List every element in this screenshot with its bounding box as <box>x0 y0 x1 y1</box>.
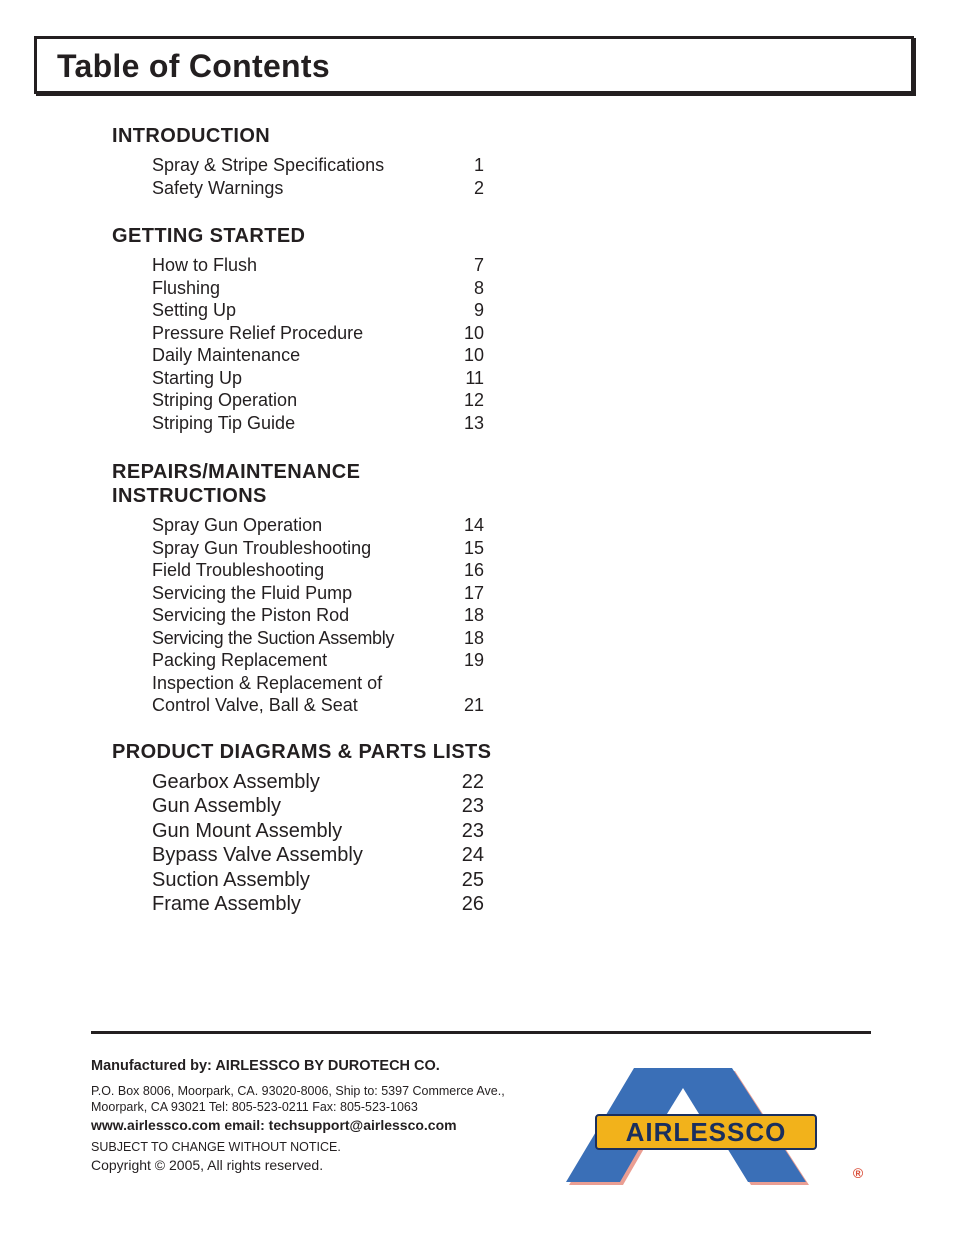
copyright-line: Copyright © 2005, All rights reserved. <box>91 1157 324 1173</box>
entry-label: Servicing the Fluid Pump <box>152 582 353 603</box>
entry-label: Packing Replacement <box>152 650 328 670</box>
entry-page: 22 <box>461 771 484 793</box>
section-heading: GETTING STARTED <box>112 225 306 247</box>
entry-page: 17 <box>463 582 484 603</box>
toc-entry[interactable] <box>152 559 484 582</box>
entry-label: Flushing <box>152 277 221 298</box>
entry-label: Spray Gun Operation <box>152 515 323 535</box>
entry-page: 24 <box>461 844 484 867</box>
manufacturer-line: Manufactured by: AIRLESSCO BY DUROTECH CO. <box>91 1058 440 1074</box>
entry-page: 12 <box>463 390 484 410</box>
toc-entry[interactable] <box>152 367 484 390</box>
toc-entry[interactable] <box>152 770 484 794</box>
toc-entry[interactable] <box>152 582 484 605</box>
entry-page <box>444 672 484 695</box>
entry-label: Inspection & Replacement of <box>152 672 383 693</box>
entry-label: Frame Assembly <box>152 893 301 916</box>
notice-line: SUBJECT TO CHANGE WITHOUT NOTICE. <box>91 1140 341 1154</box>
entry-list <box>112 770 491 916</box>
entry-label: Bypass Valve Assembly <box>152 844 363 867</box>
entry-page: 7 <box>473 255 484 275</box>
entry-label: Suction Assembly <box>152 868 310 891</box>
toc-entry[interactable] <box>152 868 484 892</box>
toc-entry[interactable] <box>152 514 484 537</box>
section-heading-line: INSTRUCTIONS <box>112 485 267 507</box>
address-line: P.O. Box 8006, Moorpark, CA. 93020-8006, Ship to: 5397 Commerce Ave., <box>91 1084 505 1098</box>
entry-page: 8 <box>473 277 484 298</box>
registered-mark: ® <box>852 1165 864 1181</box>
footer-divider <box>91 1031 871 1034</box>
entry-label: Striping Operation <box>152 390 298 410</box>
toc-entry[interactable] <box>152 299 484 322</box>
section-introduction <box>112 124 484 199</box>
toc-entry[interactable] <box>152 672 484 695</box>
entry-label: Spray Gun Troubleshooting <box>152 537 372 558</box>
entry-page: 15 <box>463 537 484 558</box>
toc-entry[interactable] <box>152 344 484 367</box>
section-heading: PRODUCT DIAGRAMS & PARTS LISTS <box>112 741 492 763</box>
toc-entry[interactable] <box>152 819 484 843</box>
entry-label: Field Troubleshooting <box>152 560 325 580</box>
entry-label: How to Flush <box>152 255 258 275</box>
section-heading-line: REPAIRS/MAINTENANCE <box>112 461 361 483</box>
entry-page: 16 <box>463 560 484 580</box>
entry-page: 19 <box>463 650 484 670</box>
toc-entry[interactable] <box>152 537 484 560</box>
toc-entry[interactable] <box>152 604 484 627</box>
address-line: Moorpark, CA 93021 Tel: 805-523-0211 Fax: 805-523-1063 <box>91 1100 418 1114</box>
entry-page: 23 <box>461 819 484 842</box>
entry-page: 11 <box>465 367 484 388</box>
entry-list <box>112 154 484 199</box>
entry-page: 2 <box>473 177 484 198</box>
toc-entry[interactable] <box>152 794 484 818</box>
page-title: Table of Contents <box>57 48 330 84</box>
airlessco-logo <box>566 1066 870 1188</box>
toc-entry[interactable] <box>152 389 484 412</box>
toc-entry[interactable] <box>152 322 484 345</box>
entry-label: Daily Maintenance <box>152 345 301 365</box>
entry-label: Gearbox Assembly <box>152 771 320 793</box>
entry-list <box>112 514 484 717</box>
entry-page: 9 <box>473 300 484 320</box>
toc-entry[interactable] <box>152 277 484 300</box>
entry-page: 10 <box>463 345 484 365</box>
toc-entry[interactable] <box>152 892 484 916</box>
entry-label: Servicing the Piston Rod <box>152 605 350 625</box>
web-email-line[interactable]: www.airlessco.com email: techsupport@airlessco.com <box>91 1117 457 1133</box>
toc-entry[interactable] <box>152 627 484 650</box>
title-box <box>34 36 914 94</box>
section-repairs-maintenance <box>112 460 484 717</box>
section-product-diagrams <box>112 740 491 916</box>
section-heading <box>112 460 484 508</box>
entry-page: 13 <box>463 412 484 433</box>
entry-page: 21 <box>463 695 484 715</box>
entry-page: 1 <box>473 155 484 175</box>
toc-entry[interactable] <box>152 694 484 717</box>
toc-entry[interactable] <box>152 843 484 867</box>
toc-entry[interactable] <box>152 649 484 672</box>
entry-page: 25 <box>461 868 484 891</box>
logo-text: AIRLESSCO <box>625 1117 787 1147</box>
entry-label: Setting Up <box>152 300 237 320</box>
footer <box>91 1058 571 1175</box>
entry-page: 18 <box>463 605 484 625</box>
entry-label: Gun Mount Assembly <box>152 819 343 842</box>
toc-entry[interactable] <box>152 254 484 277</box>
entry-label: Starting Up <box>152 367 243 388</box>
section-heading: INTRODUCTION <box>112 125 271 147</box>
entry-page: 14 <box>463 515 484 535</box>
entry-list <box>112 254 484 434</box>
entry-label: Pressure Relief Procedure <box>152 322 364 343</box>
entry-label: Servicing the Suction Assembly <box>152 627 395 648</box>
entry-label: Spray & Stripe Specifications <box>152 155 385 175</box>
toc-entry[interactable] <box>152 177 484 200</box>
section-getting-started <box>112 224 484 434</box>
entry-label: Safety Warnings <box>152 177 284 198</box>
toc-entry[interactable] <box>152 412 484 435</box>
entry-page: 18 <box>463 627 484 648</box>
entry-label: Control Valve, Ball & Seat <box>152 695 358 715</box>
entry-page: 10 <box>463 322 484 343</box>
entry-page: 23 <box>461 795 484 818</box>
entry-label: Striping Tip Guide <box>152 412 296 433</box>
entry-page: 26 <box>461 893 484 916</box>
toc-entry[interactable] <box>152 154 484 177</box>
entry-label: Gun Assembly <box>152 795 281 818</box>
